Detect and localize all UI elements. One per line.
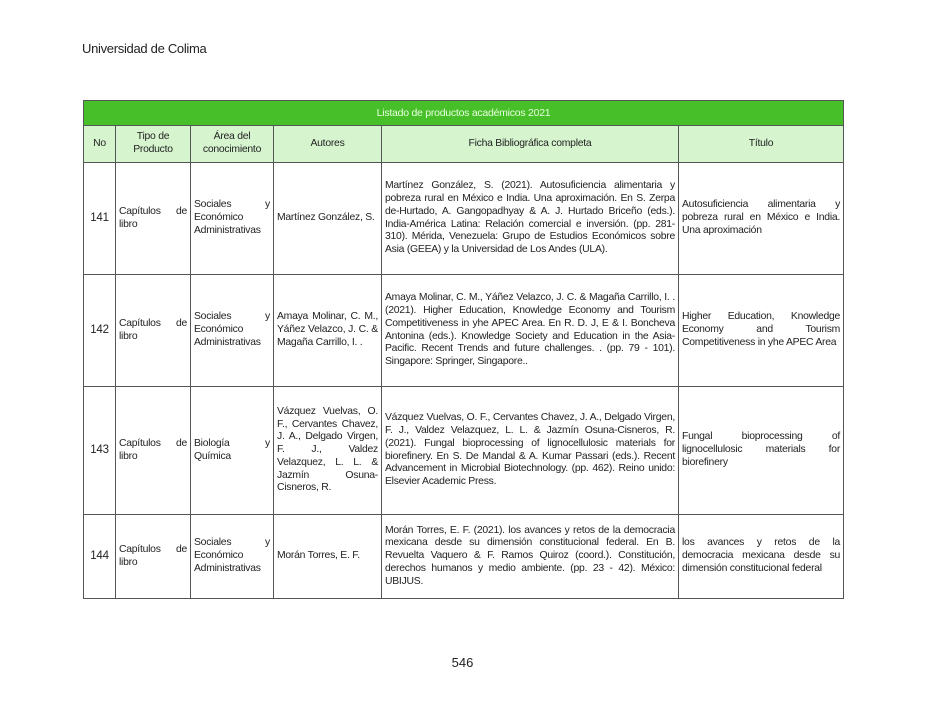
row-tipo: Capítulos de libro [116, 163, 191, 275]
row-area: Sociales y Económico Administrativas [191, 275, 274, 387]
row-titulo: Autosuficiencia alimentaria y pobreza rural en México e India. Una aproximación [679, 163, 844, 275]
table-row [84, 387, 844, 515]
header-autores: Autores [274, 126, 382, 163]
row-no: 143 [84, 387, 116, 515]
header-tipo-producto: Tipo de Producto [116, 126, 191, 163]
row-titulo: Higher Education, Knowledge Economy and Tourism Competitiveness in yhe APEC Area [679, 275, 844, 387]
page-number: 546 [451, 655, 474, 670]
table-title: Listado de productos académicos 2021 [84, 101, 844, 126]
row-ficha: Martínez González, S. (2021). Autosuficiencia alimentaria y pobreza rural en México e India. Una aproximación. En S. Zerpa de-Hurtado, A. Gangopadhyay & A. J. Hurtado Briceño (eds.). India-América Latina: Relación comercial e inversión. (pp. 281-310). Mérida, Venezuela: Grupo de Estudios Económicos sobre Asia (GEEA) y la Universidad de Los Andes (ULA). [382, 163, 679, 275]
row-titulo: Fungal bioprocessing of lignocellulosic materials for biorefinery [679, 387, 844, 515]
table-row [84, 515, 844, 599]
header-ficha-bibliografica: Ficha Bibliográfica completa [382, 126, 679, 163]
row-tipo: Capítulos de libro [116, 275, 191, 387]
page-header-institution: Universidad de Colima [82, 41, 207, 56]
row-ficha: Amaya Molinar, C. M., Yáñez Velazco, J. C. & Magaña Carrillo, I. . (2021). Higher Education, Knowledge Economy and Tourism Competitiveness in yhe APEC Area. En R. D. J, E & I. Boncheva Antonina (eds.). Knowledge Society and Education in the Asia-Pacific. Recent Trends and future challenges. . (pp. 79 - 101). Singapore: Springer, Singapore.. [382, 275, 679, 387]
academic-products-table [83, 100, 844, 599]
row-ficha: Morán Torres, E. F. (2021). los avances y retos de la democracia mexicana desde su dimensión constitucional federal. En B. Revuelta Vaquero & F. Ramos Quiroz (coord.). Constitución, derechos humanos y medio ambiente. (pp. 23 - 42). México: UBIJUS. [382, 515, 679, 599]
row-tipo: Capítulos de libro [116, 387, 191, 515]
row-ficha: Vázquez Vuelvas, O. F., Cervantes Chavez, J. A., Delgado Virgen, F. J., Valdez Velazquez, L. L. & Jazmín Osuna-Cisneros, R. (2021). Fungal bioprocessing of lignocellulosic materials for biorefinery. En S. De Mandal & A. Kumar Passari (eds.). Recent Advancement in Microbial Biotechnology. (pp. 462). Reino unido: Elsevier Academic Press. [382, 387, 679, 515]
row-no: 144 [84, 515, 116, 599]
header-titulo: Título [679, 126, 844, 163]
row-tipo: Capítulos de libro [116, 515, 191, 599]
row-area: Biología y Química [191, 387, 274, 515]
table-row [84, 275, 844, 387]
row-no: 141 [84, 163, 116, 275]
row-no: 142 [84, 275, 116, 387]
header-area-conocimiento: Área del conocimiento [191, 126, 274, 163]
row-autores: Amaya Molinar, C. M., Yáñez Velazco, J. C. & Magaña Carrillo, I. . [274, 275, 382, 387]
row-autores: Vázquez Vuelvas, O. F., Cervantes Chavez, J. A., Delgado Virgen, F. J., Valdez Velazquez, L. L. & Jazmín Osuna-Cisneros, R. [274, 387, 382, 515]
row-area: Sociales y Económico Administrativas [191, 515, 274, 599]
table-row [84, 163, 844, 275]
row-autores: Martínez González, S. [274, 163, 382, 275]
row-titulo: los avances y retos de la democracia mexicana desde su dimensión constitucional federal [679, 515, 844, 599]
row-area: Sociales y Económico Administrativas [191, 163, 274, 275]
header-no: No [84, 126, 116, 163]
table-title-row [84, 101, 844, 126]
row-autores: Morán Torres, E. F. [274, 515, 382, 599]
table-header-row [84, 126, 844, 163]
